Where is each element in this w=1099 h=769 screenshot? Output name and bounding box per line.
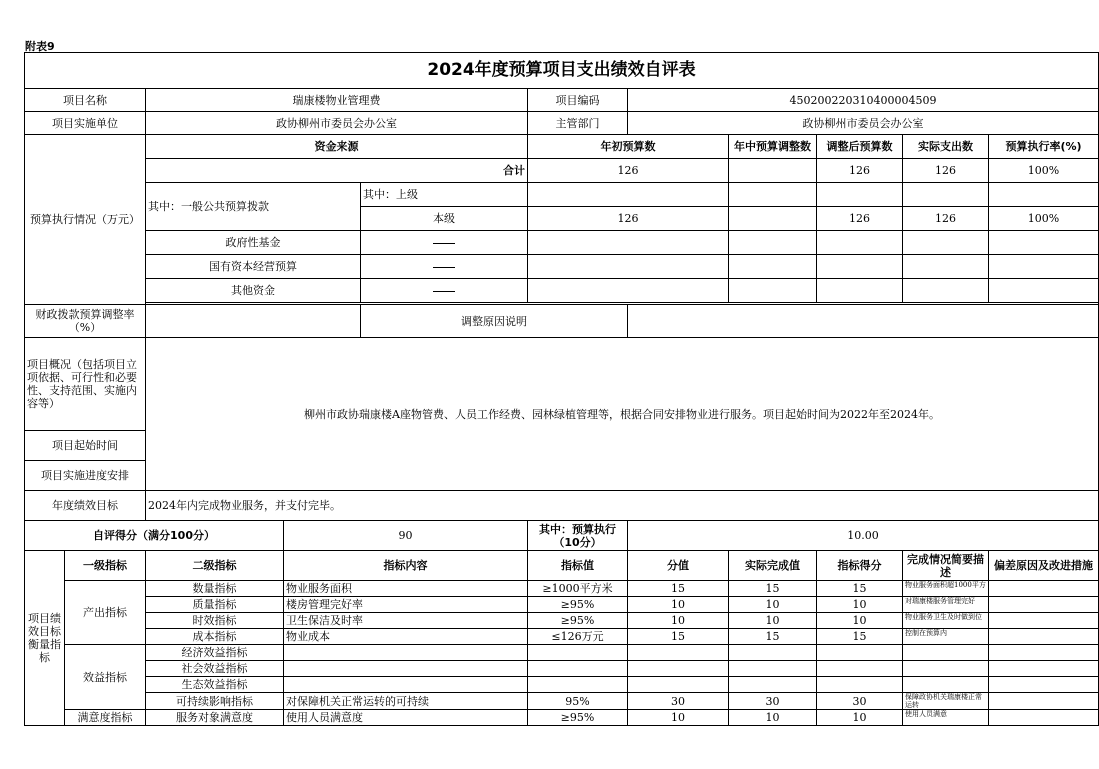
adjust-rate-value: [146, 305, 361, 338]
ind-l2: 成本指标: [146, 629, 284, 645]
ind-actual: 15: [729, 629, 817, 645]
ind-header-got: 指标得分: [817, 551, 903, 581]
local-mid: [729, 207, 817, 231]
ind-score: [628, 645, 729, 661]
unit-value: 政协柳州市委员会办公室: [146, 112, 528, 135]
ind-score: 10: [628, 710, 729, 726]
budget-total-actual: 126: [903, 159, 989, 183]
budget-header-initial: 年初预算数: [528, 135, 729, 159]
ind-actual: [729, 645, 817, 661]
local-adjusted: 126: [817, 207, 903, 231]
ind-actual: 10: [729, 613, 817, 629]
adjust-reason-label: 调整原因说明: [361, 305, 628, 338]
adjust-rate-label: 财政拨款预算调整率（%）: [25, 305, 146, 338]
budget-total-mid: [729, 159, 817, 183]
budget-total-rate: 100%: [989, 159, 1099, 183]
ind-l2: 数量指标: [146, 581, 284, 597]
gov-fund-label: 政府性基金: [146, 231, 361, 255]
ind-score: 10: [628, 613, 729, 629]
upper-mid: [729, 183, 817, 207]
ind-header-desc: 完成情况简要描述: [903, 551, 989, 581]
ind-header-content: 指标内容: [284, 551, 528, 581]
ind-header-value: 指标值: [528, 551, 628, 581]
ind-got: 15: [817, 581, 903, 597]
ind-score: 10: [628, 597, 729, 613]
ind-value: 95%: [528, 693, 628, 710]
ind-reason: [989, 645, 1099, 661]
ind-content: [284, 661, 528, 677]
general-budget-label: 其中：一般公共预算拨款: [146, 183, 361, 231]
budget-header-adjusted: 调整后预算数: [817, 135, 903, 159]
budget-total-initial: 126: [528, 159, 729, 183]
ind-value: ≥95%: [528, 613, 628, 629]
ind-l2: 经济效益指标: [146, 645, 284, 661]
upper-adjusted: [817, 183, 903, 207]
ind-value: ≥95%: [528, 710, 628, 726]
project-name-label: 项目名称: [25, 89, 146, 112]
ind-actual: 10: [729, 710, 817, 726]
table-title: 2024年度预算项目支出绩效自评表: [25, 53, 1099, 89]
ind-score: 15: [628, 629, 729, 645]
upper-rate: [989, 183, 1099, 207]
ind-desc: 对瑞康楼服务管理完好: [903, 597, 989, 613]
ind-actual: 30: [729, 693, 817, 710]
upper-actual: [903, 183, 989, 207]
satisfaction-label: 满意度指标: [65, 710, 146, 726]
self-evaluation-table: [24, 52, 1099, 726]
ind-got: [817, 677, 903, 693]
budget-section-label: 预算执行情况（万元）: [25, 135, 146, 305]
ind-header-reason: 偏差原因及改进措施: [989, 551, 1099, 581]
budget-header-source: 资金来源: [146, 135, 528, 159]
other-funds-dash: [361, 279, 528, 303]
ind-reason: [989, 581, 1099, 597]
goal-label: 年度绩效目标: [25, 491, 146, 521]
local-level-label: 本级: [361, 207, 528, 231]
ind-reason: [989, 613, 1099, 629]
ind-actual: 15: [729, 581, 817, 597]
output-label: 产出指标: [65, 581, 146, 645]
local-rate: 100%: [989, 207, 1099, 231]
dept-value: 政协柳州市委员会办公室: [628, 112, 1099, 135]
state-capital-dash: [361, 255, 528, 279]
ind-actual: 10: [729, 597, 817, 613]
overview-text: 柳州市政协瑞康楼A座物管费、人员工作经费、园林绿植管理等，根据合同安排物业进行服务。项目起始时间为2022年至2024年。: [146, 338, 1099, 491]
self-score-label: 自评得分（满分100分）: [25, 521, 284, 551]
ind-value: ≥1000平方米: [528, 581, 628, 597]
dept-label: 主管部门: [528, 112, 628, 135]
ind-l2: 社会效益指标: [146, 661, 284, 677]
ind-desc: 控制在预算内: [903, 629, 989, 645]
ind-got: 10: [817, 710, 903, 726]
ind-value: [528, 645, 628, 661]
ind-desc: 物业服务卫生及时做到位: [903, 613, 989, 629]
budget-total-adjusted: 126: [817, 159, 903, 183]
exec-score-value: 10.00: [628, 521, 1099, 551]
adjust-reason-value: [628, 305, 1099, 338]
ind-got: 10: [817, 613, 903, 629]
ind-score: [628, 677, 729, 693]
ind-got: 30: [817, 693, 903, 710]
ind-reason: [989, 710, 1099, 726]
overview-label: 项目概况（包括项目立项依据、可行性和必要性、支持范围、实施内容等）: [25, 338, 146, 431]
ind-value: ≤126万元: [528, 629, 628, 645]
ind-reason: [989, 693, 1099, 710]
ind-header-l2: 二级指标: [146, 551, 284, 581]
ind-score: [628, 661, 729, 677]
exec-score-label: 其中：预算执行（10分）: [528, 521, 628, 551]
ind-actual: [729, 677, 817, 693]
ind-score: 15: [628, 581, 729, 597]
ind-got: [817, 661, 903, 677]
ind-reason: [989, 677, 1099, 693]
upper-level-label: 其中：上级: [361, 183, 528, 207]
ind-score: 30: [628, 693, 729, 710]
budget-header-actual: 实际支出数: [903, 135, 989, 159]
ind-content: 物业成本: [284, 629, 528, 645]
budget-header-mid: 年中预算调整数: [729, 135, 817, 159]
ind-content: 卫生保洁及时率: [284, 613, 528, 629]
attachment-label: 附表9: [25, 40, 55, 53]
ind-reason: [989, 629, 1099, 645]
ind-content: 物业服务面积: [284, 581, 528, 597]
unit-label: 项目实施单位: [25, 112, 146, 135]
schedule-label: 项目实施进度安排: [25, 461, 146, 491]
local-actual: 126: [903, 207, 989, 231]
ind-l2: 生态效益指标: [146, 677, 284, 693]
ind-header-actual: 实际完成值: [729, 551, 817, 581]
ind-desc: [903, 661, 989, 677]
ind-l2: 质量指标: [146, 597, 284, 613]
ind-got: 15: [817, 629, 903, 645]
self-score-value: 90: [284, 521, 528, 551]
local-initial: 126: [528, 207, 729, 231]
gov-fund-dash: [361, 231, 528, 255]
start-time-label: 项目起始时间: [25, 431, 146, 461]
ind-reason: [989, 661, 1099, 677]
ind-content: 使用人员满意度: [284, 710, 528, 726]
ind-content: [284, 677, 528, 693]
ind-l2: 时效指标: [146, 613, 284, 629]
budget-total-label: 合计: [146, 159, 528, 183]
budget-header-rate: 预算执行率(%): [989, 135, 1099, 159]
project-name: 瑞康楼物业管理费: [146, 89, 528, 112]
ind-desc: 使用人员满意: [903, 710, 989, 726]
upper-initial: [528, 183, 729, 207]
ind-actual: [729, 661, 817, 677]
ind-desc: [903, 677, 989, 693]
ind-l2: 服务对象满意度: [146, 710, 284, 726]
ind-value: [528, 677, 628, 693]
other-funds-label: 其他资金: [146, 279, 361, 303]
project-code-label: 项目编码: [528, 89, 628, 112]
ind-reason: [989, 597, 1099, 613]
ind-got: [817, 645, 903, 661]
ind-content: 对保障机关正常运转的可持续: [284, 693, 528, 710]
ind-got: 10: [817, 597, 903, 613]
benefit-label: 效益指标: [65, 645, 146, 710]
state-capital-label: 国有资本经营预算: [146, 255, 361, 279]
ind-desc: 物业服务面积超1000平方: [903, 581, 989, 597]
ind-desc: [903, 645, 989, 661]
ind-value: [528, 661, 628, 677]
project-code: 450200220310400004509: [628, 89, 1099, 112]
ind-header-score: 分值: [628, 551, 729, 581]
ind-content: 楼房管理完好率: [284, 597, 528, 613]
goal-text: 2024年内完成物业服务，并支付完毕。: [146, 491, 1099, 521]
ind-header-l1: 一级指标: [65, 551, 146, 581]
indicator-section-label: 项目绩效目标衡量指标: [25, 551, 65, 726]
ind-desc: 保障政协机关瑞康楼正常运转: [903, 693, 989, 710]
ind-l2: 可持续影响指标: [146, 693, 284, 710]
ind-value: ≥95%: [528, 597, 628, 613]
ind-content: [284, 645, 528, 661]
